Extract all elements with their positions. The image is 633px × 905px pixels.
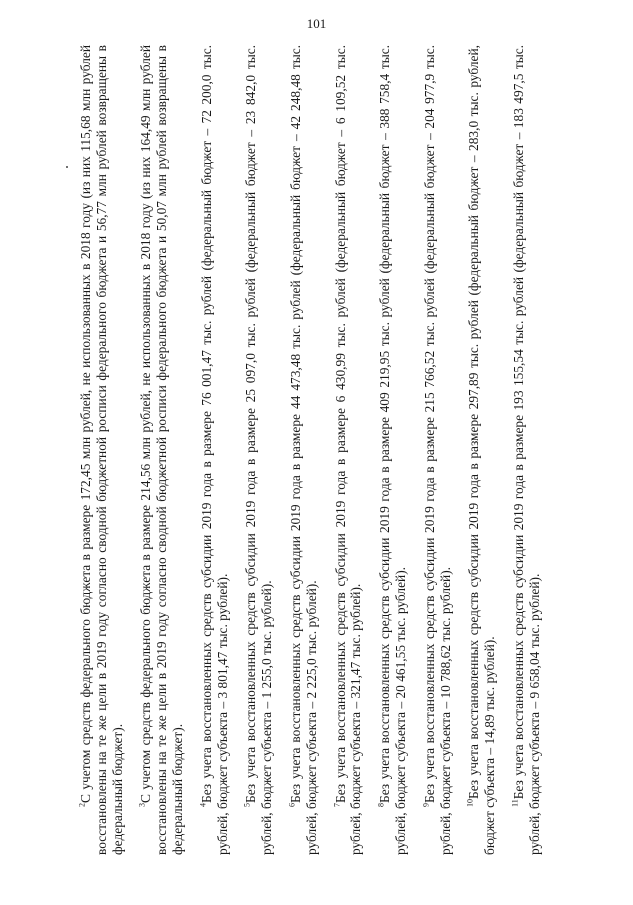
footnote-text: Без учета восстановленных средств субсидии 2019 года в размере 25 097,0 тыс. рублей (федеральный бюджет – 23 842,0 тыс. рублей, бюджет субъекта – 1 255,0 тыс. рублей). [243, 45, 275, 855]
footnote [78, 45, 125, 855]
footnote [333, 45, 365, 855]
footnote-mark: 5 [242, 803, 252, 807]
scan-speck [66, 166, 68, 168]
footnote-mark: 6 [287, 803, 297, 807]
footnote-text: Без учета восстановленных средств субсидии 2019 года в размере 193 155,54 тыс. рублей (федеральный бюджет – 183 497,5 тыс. рублей, бюджет субъекта – 9 658,04 тыс. рублей). [510, 45, 542, 855]
footnote-text: Без учета восстановленных средств субсидии 2019 года в размере 76 001,47 тыс. рублей (федеральный бюджет – 72 200,0 тыс. рублей, бюджет субъекта – 3 801,47 тыс. рублей). [198, 45, 230, 855]
footnote-mark: 7 [332, 803, 342, 807]
footnote [138, 45, 185, 855]
footnote [243, 45, 275, 855]
footnote-mark: 9 [421, 803, 431, 807]
footnote [377, 45, 409, 855]
footnote-mark: 10 [465, 799, 475, 807]
footnote-text: Без учета восстановленных средств субсидии 2019 года в размере 215 766,52 тыс. рублей (федеральный бюджет – 204 977,9 тыс. рублей, бюджет субъекта – 10 788,62 тыс. рублей). [421, 45, 453, 855]
page-number: 101 [306, 16, 327, 31]
footnote-text: Без учета восстановленных средств субсидии 2019 года в размере 6 430,99 тыс. рублей (федеральный бюджет – 6 109,52 тыс. рублей, бюджет субъекта – 321,47 тыс. рублей). [332, 45, 364, 855]
footnote [511, 45, 543, 855]
footnote-text: Без учета восстановленных средств субсидии 2019 года в размере 409 219,95 тыс. рублей (федеральный бюджет – 388 758,4 тыс. рублей, бюджет субъекта – 20 461,55 тыс. рублей). [377, 45, 408, 855]
footnote-text: Без учета восстановленных средств субсидии 2019 года в размере 44 473,48 тыс. рублей (федеральный бюджет – 42 248,48 тыс. рублей, бюджет субъекта – 2 225,0 тыс. рублей). [287, 45, 319, 855]
footnote [288, 45, 320, 855]
footnote-mark: 11 [510, 799, 520, 807]
footnote-text: С учетом средств федерального бюджета в размере 214,56 млн рублей, не использованных в 2018 году (из них 164,49 млн рублей восстановлены на те же цели в 2019 году согласно сводной бюджетной росписи федерального бюджета и 50,07 млн рублей возвращены в федеральный бюджет). [138, 45, 185, 855]
footnote-text: Без учета восстановленных средств субсидии 2019 года в размере 297,89 тыс. рублей (федеральный бюджет – 283,0 тыс. рублей, бюджет субъекта – 14,89 тыс. рублей). [466, 45, 498, 855]
footnote [466, 45, 498, 855]
footnote-mark: 4 [198, 803, 208, 807]
footnote-mark: 3 [137, 803, 147, 807]
footnote [422, 45, 454, 855]
footnote-mark: 2 [77, 803, 87, 807]
footnotes-block [78, 45, 556, 855]
footnote-text: С учетом средств федерального бюджета в размере 172,45 млн рублей, не использованных в 2018 году (из них 115,68 млн рублей восстановлены на те же цели в 2019 году согласно сводной бюджетной росписи федерального бюджета и 56,77 млн рублей возвращены в федеральный бюджет). [78, 45, 125, 855]
footnote [199, 45, 231, 855]
footnote-mark: 8 [376, 803, 386, 807]
